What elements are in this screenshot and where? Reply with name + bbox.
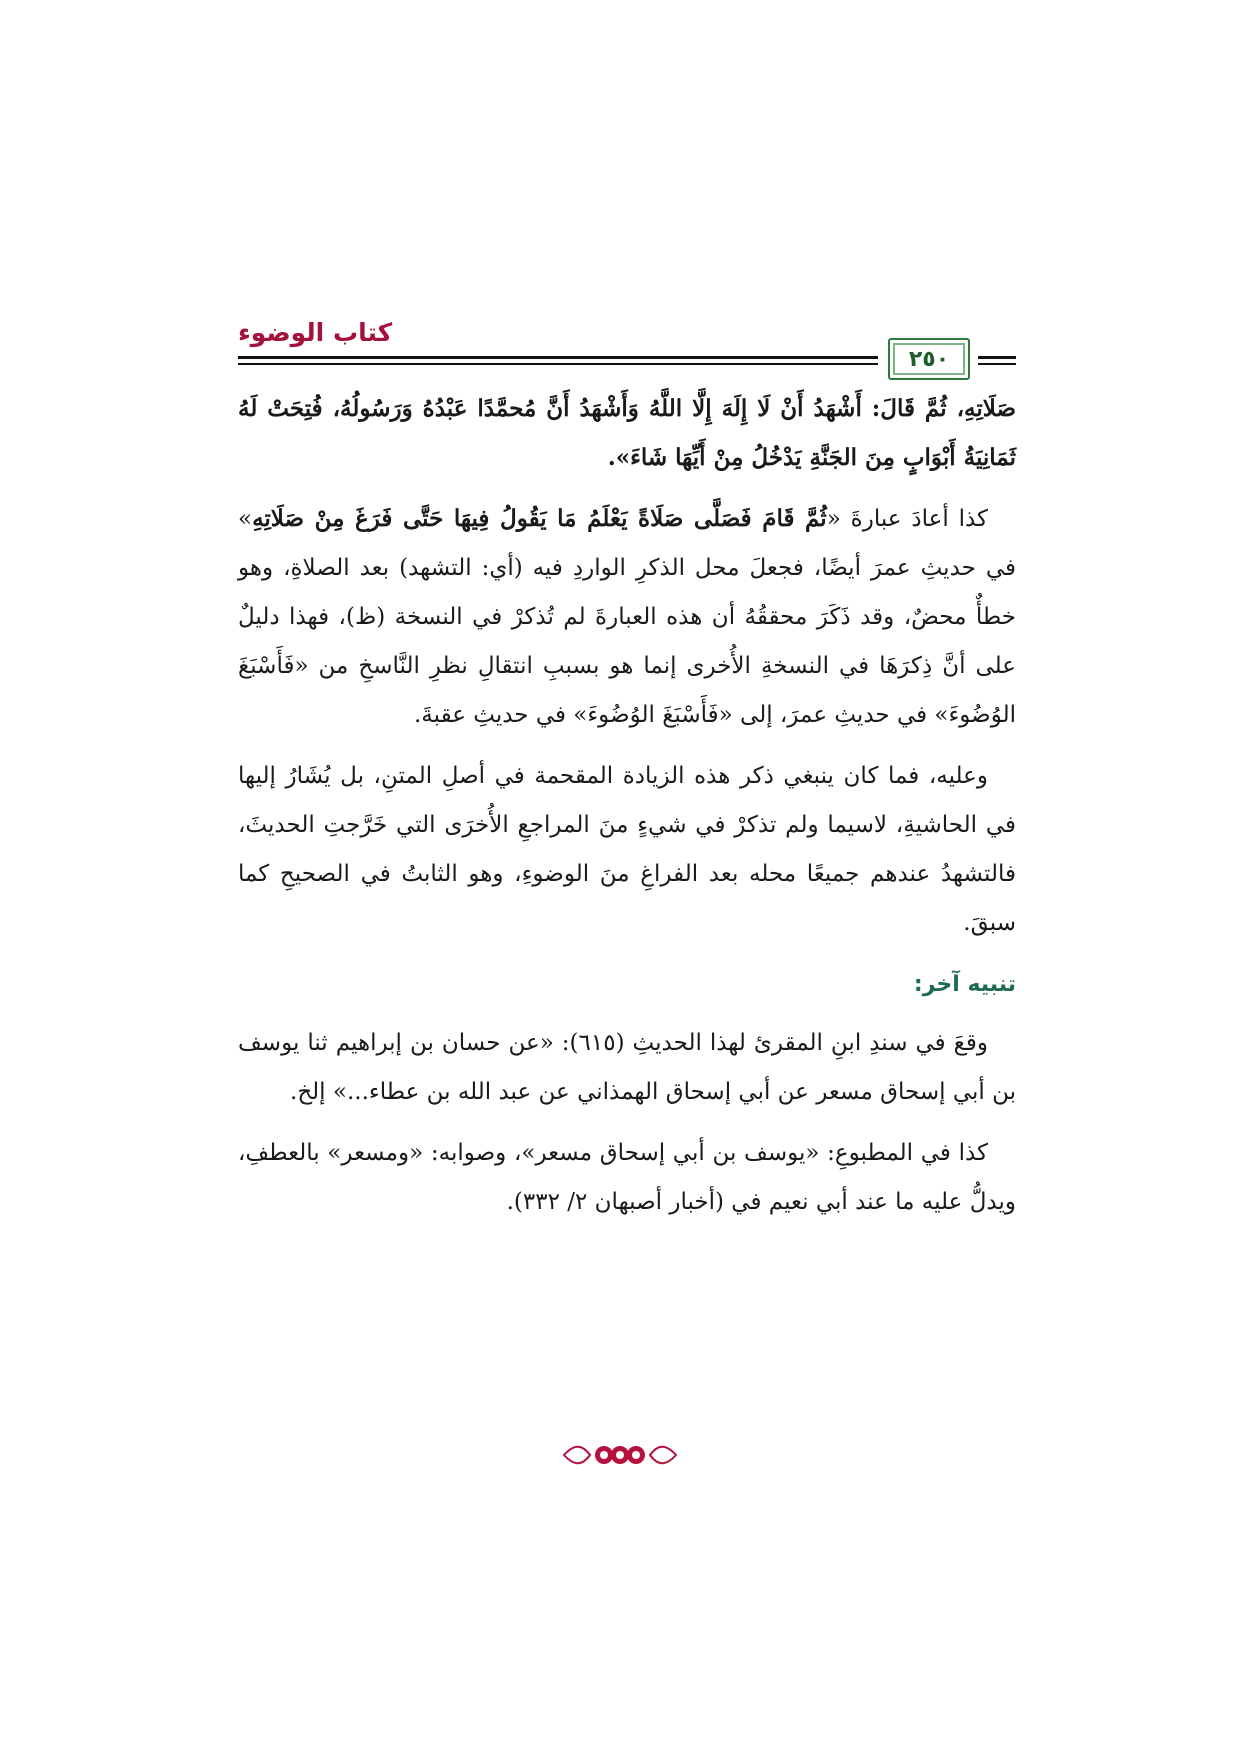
paragraph-commentary-4: كذا في المطبوعِ: «يوسف بن أبي إسحاق مسعر»، وصوابه: «ومسعر» بالعطفِ، ويدلُّ عليه ما عند أبي نعيم في (أخبار أصبهان ٢/ ٣٣٢). [238, 1140, 1016, 1215]
page-number-frame [888, 338, 970, 380]
hadith-text: صَلَاتِهِ، ثُمَّ قَالَ: أَشْهَدُ أَنْ لَا إِلَهَ إِلَّا اللَّهُ وَأَشْهَدُ أَنَّ مُحمَّدًا عَبْدُهُ وَرَسُولُهُ، فُتِحَتْ لَهُ ثَمَانِيَةُ أَبْوَابٍ مِنَ الجَنَّةِ يَدْخُلُ مِنْ أَيِّهَا شَاءَ». [238, 395, 1016, 471]
paragraph-intro: كذا أعادَ عبارةَ « [826, 506, 988, 532]
section-heading: تنبيه آخر: [913, 972, 1016, 997]
paragraph-commentary-2: وعليه، فما كان ينبغي ذكر هذه الزيادة المقحمة في أصلِ المتنِ، بل يُشَارُ إليها في الحاشيةِ، لاسيما ولم تذكرْ في شيءٍ منَ المراجعِ الأُخرَى التي خَرَّجتِ الحديثَ، فالتشهدُ عندهم جميعًا محله بعد الفراغِ منَ الوضوءِ، وهو الثابتُ في الصحيحِ كما سبقَ. [238, 763, 1016, 936]
page-number: ٢٥٠ [908, 346, 950, 372]
header-rule-thick-right [978, 356, 1016, 359]
header-rule-thin [238, 363, 878, 365]
quoted-hadith-phrase: ثُمَّ قَامَ فَصَلَّى صَلَاةً يَعْلَمُ مَا يَقُولُ فِيهَا حَتَّى فَرَغَ مِنْ صَلَاتِهِ [252, 505, 827, 532]
page-header [238, 318, 1016, 374]
header-rule-thin-right [978, 363, 1016, 365]
paragraph-commentary-1 [238, 494, 1016, 740]
header-rule-thick [238, 356, 878, 359]
paragraph-commentary-3: وقعَ في سندِ ابنِ المقرئ لهذا الحديثِ (٦١٥): «عن حسان بن إبراهيم ثنا يوسف بن أبي إسحاق مسعر عن أبي إسحاق الهمذاني عن عبد الله بن عطاء...» إلخ. [238, 1030, 1016, 1105]
end-ornament-icon [560, 1440, 680, 1470]
chapter-title: كتاب الوضوء [238, 318, 393, 347]
page-body [238, 384, 1016, 1239]
paragraph-continuation: » في حديثِ عمرَ أيضًا، فجعلَ محل الذكرِ الواردِ فيه (أي: التشهد) بعد الصلاةِ، وهو خطأٌ محضٌ، وقد ذَكَرَ محققُهُ أن هذه العبارةَ لم تُذكرْ في النسخة (ظ)، فهذا دليلٌ على أنَّ ذِكرَهَا في النسخةِ الأُخرى إنما هو بسببِ انتقالِ نظرِ النَّاسخِ من «فَأَسْبَغَ الوُضُوءَ» في حديثِ عمرَ، إلى «فَأَسْبَغَ الوُضُوءَ» في حديثِ عقبةَ. [238, 506, 1017, 728]
